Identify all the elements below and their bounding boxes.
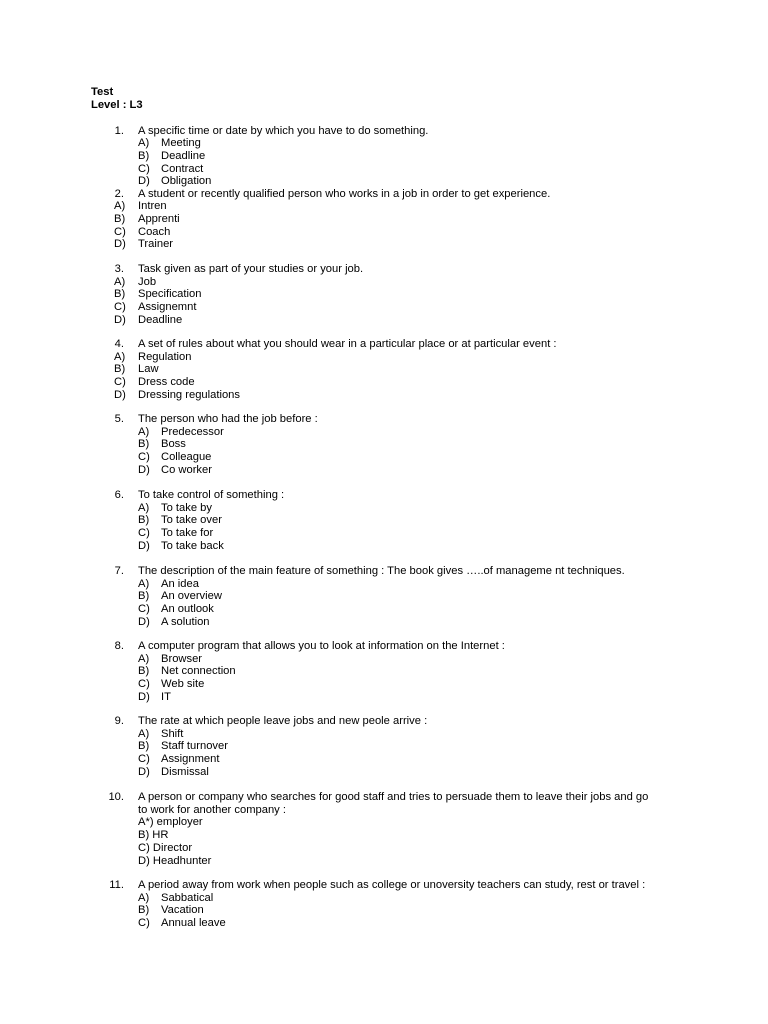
option-letter: A) <box>138 891 150 904</box>
option-letter: D) <box>114 388 126 401</box>
option-letter: A) <box>138 137 150 150</box>
option-letter: D) <box>138 765 150 778</box>
question-number: 8. <box>114 640 124 652</box>
option-text: To take over <box>161 514 222 527</box>
question-number: 3. <box>114 263 124 275</box>
option-text: Colleague <box>161 451 212 464</box>
option-text: Dismissal <box>161 765 209 778</box>
option-letter: B) <box>138 438 150 451</box>
option-letter: C) <box>138 753 150 766</box>
option-letter: B) <box>138 149 150 162</box>
option-text: An outlook <box>161 603 214 616</box>
option-text: C) Director <box>138 841 193 854</box>
option-text: Shift <box>161 727 184 740</box>
option-letter: D) <box>114 238 126 251</box>
question-text: to work for another company : <box>138 803 286 816</box>
option-letter: B) <box>138 904 150 917</box>
option-text: Assignemnt <box>138 301 197 314</box>
option-text: Deadline <box>161 149 206 162</box>
option-text: Dress code <box>138 376 195 389</box>
option-text: Specification <box>138 288 202 301</box>
option-letter: A) <box>114 350 126 363</box>
option-letter: A) <box>138 652 150 665</box>
option-letter: D) <box>138 175 150 188</box>
option-text: Annual leave <box>161 917 226 930</box>
option-letter: D) <box>138 539 150 552</box>
option-text: Assignment <box>161 753 220 766</box>
level-label: Level : L3 <box>91 98 143 111</box>
option-letter: D) <box>138 690 150 703</box>
option-text: Obligation <box>161 175 212 188</box>
option-text: Dressing regulations <box>138 388 240 401</box>
document-title: Test <box>91 86 114 98</box>
option-text: Net connection <box>161 665 236 678</box>
option-letter: B) <box>138 665 150 678</box>
option-letter: B) <box>138 740 150 753</box>
option-text: Law <box>138 363 159 376</box>
option-letter: A) <box>138 425 150 438</box>
option-letter: B) <box>138 590 150 603</box>
question-text: Task given as part of your studies or your job. <box>138 263 364 275</box>
question-text: The description of the main feature of something : The book gives …..of manageme nt techniques. <box>138 565 625 577</box>
option-letter: A) <box>114 275 126 288</box>
option-text: Co worker <box>161 463 212 476</box>
option-text: Staff turnover <box>161 740 228 753</box>
question-number: 5. <box>114 413 124 425</box>
question-text: A computer program that allows you to look at information on the Internet : <box>138 640 505 652</box>
option-letter: C) <box>138 603 150 616</box>
question-number: 7. <box>114 565 124 577</box>
option-letter: D) <box>138 615 150 628</box>
option-letter: B) <box>114 212 126 225</box>
question-number: 11. <box>109 879 124 891</box>
option-text: Browser <box>161 652 203 665</box>
question-text: A student or recently qualified person who works in a job in order to get experience. <box>138 187 551 200</box>
option-letter: D) <box>138 463 150 476</box>
question-number: 6. <box>114 489 124 501</box>
option-text: An idea <box>161 577 199 590</box>
option-letter: A) <box>114 200 126 213</box>
option-text: D) Headhunter <box>138 854 212 867</box>
option-text: Boss <box>161 438 186 451</box>
option-text: IT <box>161 690 171 703</box>
option-letter: A) <box>138 577 150 590</box>
option-text: Vacation <box>161 904 204 917</box>
option-letter: C) <box>114 301 126 314</box>
question-text: To take control of something : <box>138 489 285 501</box>
question-text: A set of rules about what you should wear in a particular place or at particular event : <box>138 338 557 350</box>
option-letter: C) <box>138 917 150 930</box>
option-text: An overview <box>161 590 222 603</box>
question-text: A specific time or date by which you have to do something. <box>138 124 429 137</box>
option-text: Coach <box>138 225 171 238</box>
option-text: Regulation <box>138 350 192 363</box>
option-letter: B) <box>114 363 126 376</box>
option-text: Deadline <box>138 313 183 326</box>
option-text: Sabbatical <box>161 891 214 904</box>
option-letter: C) <box>138 678 150 691</box>
option-letter: D) <box>114 313 126 326</box>
option-letter: A) <box>138 727 150 740</box>
question-number: 9. <box>114 715 124 727</box>
option-text: To take back <box>161 539 224 552</box>
question-text: The person who had the job before : <box>138 413 318 425</box>
option-text: Contract <box>161 162 204 175</box>
option-text: Intren <box>138 200 167 213</box>
option-text: Meeting <box>161 137 201 150</box>
option-letter: C) <box>138 451 150 464</box>
option-text: B) HR <box>138 829 169 842</box>
option-letter: C) <box>114 376 126 389</box>
option-text: Web site <box>161 678 205 691</box>
question-number: 10. <box>108 791 124 803</box>
option-text: Apprenti <box>138 212 180 225</box>
option-text: A solution <box>161 615 210 628</box>
question-text: A person or company who searches for good staff and tries to persuade them to leave their jobs and go <box>138 791 649 803</box>
option-text: Job <box>138 275 157 288</box>
question-number: 2. <box>114 187 124 200</box>
option-text: Predecessor <box>161 425 224 438</box>
option-letter: A) <box>138 501 150 514</box>
option-text: Trainer <box>138 238 174 251</box>
question-text: The rate at which people leave jobs and new peole arrive : <box>138 715 428 727</box>
option-text: A*) employer <box>138 816 203 829</box>
question-text: A period away from work when people such as college or unoversity teachers can study, rest or travel : <box>138 879 646 891</box>
option-letter: C) <box>138 527 150 540</box>
option-text: To take for <box>161 527 214 540</box>
option-letter: C) <box>138 162 150 175</box>
question-number: 4. <box>114 338 124 350</box>
option-letter: C) <box>114 225 126 238</box>
option-letter: B) <box>114 288 126 301</box>
question-number: 1. <box>114 124 124 137</box>
option-text: To take by <box>161 501 212 514</box>
option-letter: B) <box>138 514 150 527</box>
